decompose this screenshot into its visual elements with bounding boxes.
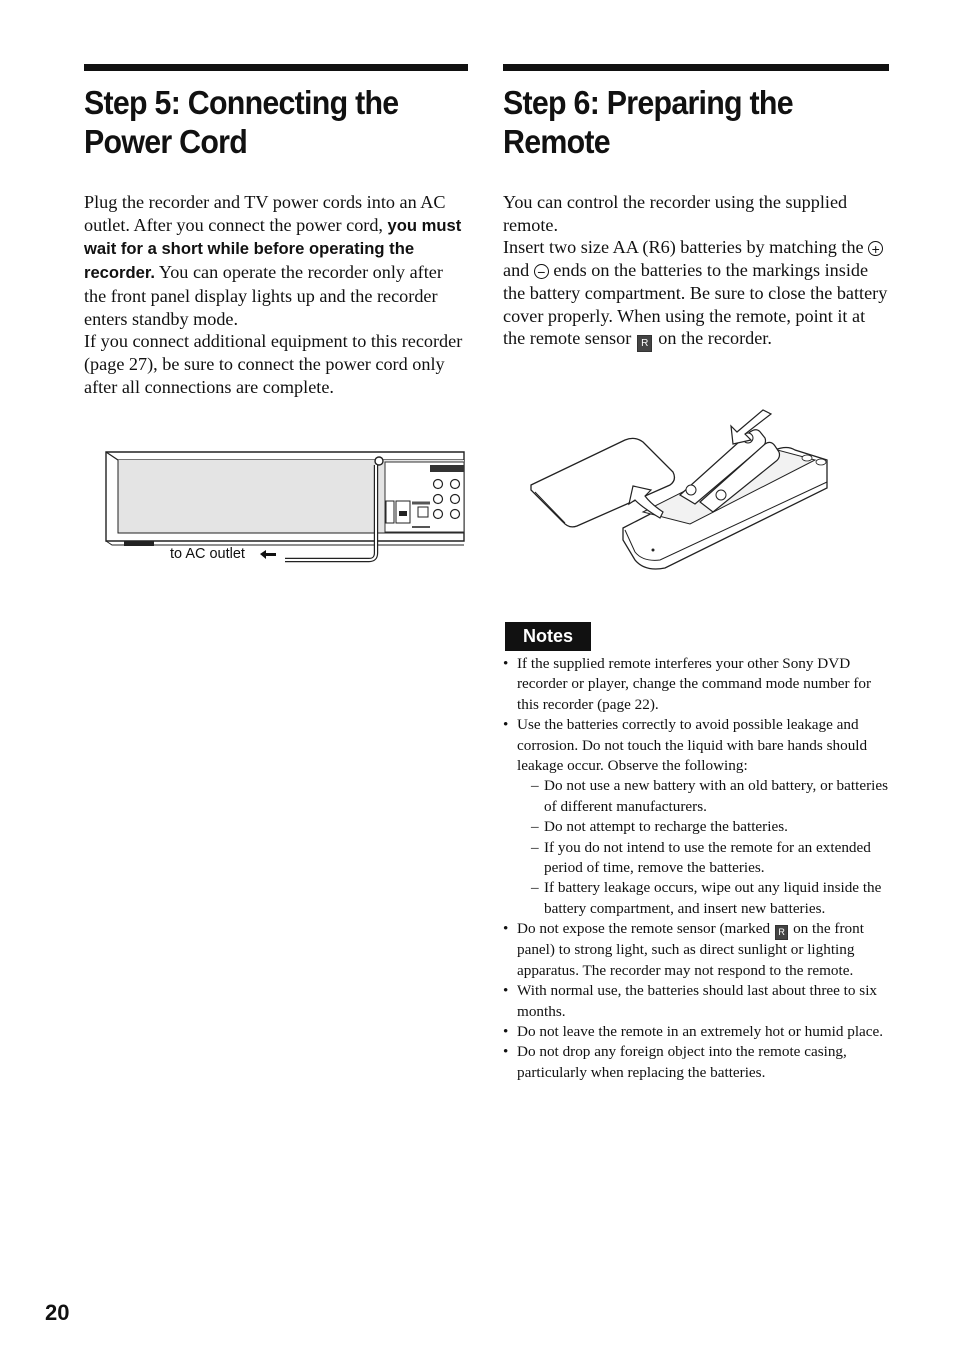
note-subitem: – If you do not intend to use the remote for an extended period of time, remove the batteries. [517, 838, 889, 879]
step6-title: Step 6: Preparing the Remote [503, 84, 793, 160]
plus-icon: + [868, 241, 883, 256]
remote-sensor-icon: R [775, 925, 788, 940]
note-subitem: – Do not attempt to recharge the batteries. [517, 817, 889, 837]
notes-label: Notes [505, 622, 591, 651]
minus-icon: − [534, 264, 549, 279]
step5-section [84, 64, 468, 398]
note-subitem: – Do not use a new battery with an old battery, or batteries of different manufacturers. [517, 776, 889, 817]
remote-sensor-icon: R [637, 335, 652, 352]
note-item: • Do not drop any foreign object into the remote casing, particularly when replacing the batteries. [503, 1042, 889, 1083]
step6-paragraph-2: Insert two size AA (R6) batteries by matching the + and − ends on the batteries to the markings inside the battery compartment. Be sure to close the battery cover properly. When using the remote, point it at the remote sensor R on the recorder. [503, 236, 889, 352]
note-item: • Do not leave the remote in an extremely hot or humid place. [503, 1022, 889, 1042]
note-item: • With normal use, the batteries should last about three to six months. [503, 981, 889, 1022]
ac-outlet-label: to AC outlet [170, 546, 245, 562]
remote-battery-illustration [525, 400, 830, 575]
note-item: • If the supplied remote interferes your other Sony DVD recorder or player, change the command mode number for this recorder (page 22). [503, 654, 889, 715]
section-rule [503, 64, 889, 71]
note-subitem: – If battery leakage occurs, wipe out any liquid inside the battery compartment, and insert new batteries. [517, 878, 889, 919]
step6-paragraph-1: You can control the recorder using the supplied remote. [503, 192, 848, 235]
step6-section [503, 64, 889, 352]
section-rule [84, 64, 468, 71]
page-number: 20 [45, 1300, 70, 1325]
recorder-rear-illustration [100, 445, 468, 570]
step5-paragraph-2: If you connect additional equipment to this recorder (page 27), be sure to connect the power cord only after all connections are complete. [84, 331, 463, 397]
step5-title: Step 5: Connecting the Power Cord [84, 84, 399, 160]
note-item: • Do not expose the remote sensor (marked R on the front panel) to strong light, such as direct sunlight or lighting apparatus. The recorder may not respond to the remote. [503, 919, 889, 981]
step5-paragraph-1: Plug the recorder and TV power cords into an AC outlet. After you connect the power cord, you must wait for a short while before operating the recorder. You can operate the recorder only after the front panel display lights up and the recorder enters standby mode. [84, 192, 462, 329]
note-item: • Use the batteries correctly to avoid possible leakage and corrosion. Do not touch the liquid with bare hands should leakage occur. Observe the following: – Do not use a new battery with an old battery, or batteries of different manufacturers. – Do not attempt to recharge the batteries. – If you do not intend to use the remote for an extended period of time, remove the batteries. – If battery leakage occurs, wipe out any liquid inside the battery compartment, and insert new batteries. [503, 715, 889, 919]
notes-list [503, 654, 889, 1083]
wait-warning: you must wait for a short while before operating the recorder. [84, 215, 462, 283]
